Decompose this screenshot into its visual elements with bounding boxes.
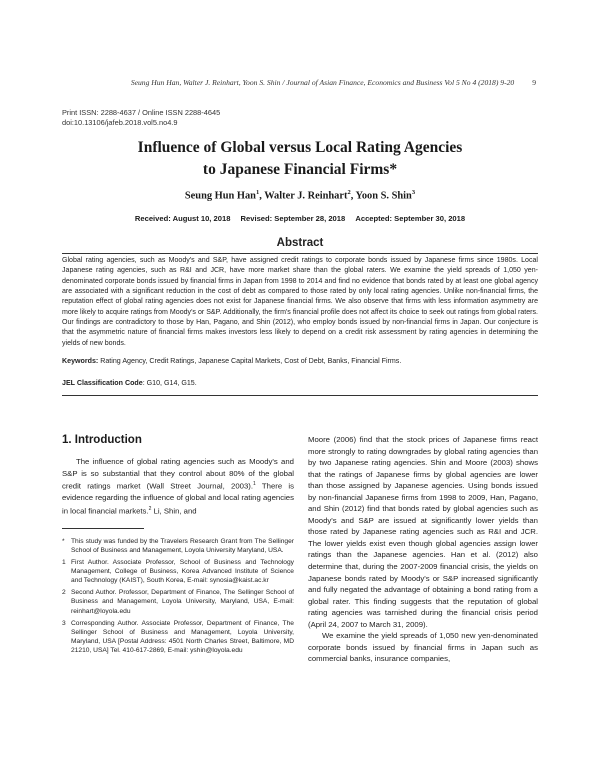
abstract-bottom-rule — [62, 395, 538, 396]
footnote — [62, 558, 294, 585]
title-line-2: to Japanese Financial Firms* — [202, 161, 398, 178]
intro-text-1: The influence of global rating agencies such as Moody's and S&P is so substantial that they control about 80% of the global credit ratings market (Wall Street Journal, 2003). — [62, 457, 294, 491]
footnote-mark: * — [62, 537, 65, 545]
author-affiliation-mark: 3 — [411, 189, 416, 196]
keywords-text: Rating Agency, Credit Ratings, Japanese Capital Markets, Cost of Debt, Banks, Financial Firms. — [98, 357, 402, 365]
abstract-text: Global rating agencies, such as Moody's and S&P, have assigned credit ratings to corporate bonds issued by Japanese firms since 1980s. Local Japanese rating agencies, such as R&I and JCR, have more market share than the global raters. We examine the yield spreads of 1,050 yen-denominated corporate bonds issued by financial firms in Japan from 1998 to 2014 and find no evidence that bonds rated by at least one global agency are associated with a significant reduction in the cost of debt as compared to those rated by only local rating agencies. Unlike non-financial firms, the reputation effect of global rating agencies does not exist for Japanese financial firms. We also observe that firms with less information asymmetry are more likely to acquire ratings from Moody's or S&P. Additionally, the firm's financial profile does not affect its choice to seek out ratings from global raters. Our findings are contradictory to those by Han, Pagano, and Shin (2012), who employ bonds issued by non-financial firms in Japan. Our conjecture is that the asymmetric nature of financial firms makes investors less likely to depend on a credit risk assessment by rating agencies in determining the yields of new bonds. — [62, 257, 538, 347]
issn-line: Print ISSN: 2288-4637 / Online ISSN 2288-4645 — [62, 108, 221, 117]
author-name: Walter J. Reinhart — [264, 190, 348, 202]
footnote-mark: 2 — [62, 589, 66, 597]
author-name: Seung Hun Han — [184, 190, 256, 202]
footnote-mark: 3 — [62, 619, 66, 627]
keywords — [62, 356, 538, 366]
footnote-text: Second Author. Professor, Department of Finance, The Sellinger School of Business and Management, Loyola University, Maryland, USA, E-mail: reinhart@loyola.edu — [71, 589, 294, 615]
body-paragraph: We examine the yield spreads of 1,050 new yen-denominated corporate bonds issued by financial firms in Japan such as commercial banks, insurance companies, — [308, 631, 538, 664]
running-header — [40, 78, 536, 87]
left-column — [62, 434, 294, 658]
revised-date: Revised: September 28, 2018 — [240, 214, 346, 223]
footnote — [62, 537, 294, 555]
doi-line[interactable]: doi:10.13106/jafeb.2018.vol5.no4.9 — [62, 118, 178, 127]
issn-block — [62, 108, 220, 128]
intro-text-2: There is evidence regarding the influence of global and local rating agencies in local financial markets. — [62, 481, 294, 516]
footnote-text: First Author. Associate Professor, School of Business and Technology Management, College of Business, Korea Advanced Institute of Science and Technology (KAIST), South Korea, E-mail: synosia@kaist.ac.kr — [71, 559, 294, 585]
abstract-top-rule — [62, 253, 538, 254]
submission-dates — [40, 214, 560, 223]
footnote — [62, 588, 294, 615]
running-header-text: Seung Hun Han, Walter J. Reinhart, Yoon S. Shin / Journal of Asian Finance, Economics and Business Vol 5 No 4 (2018) 9-20 — [130, 78, 515, 87]
right-column — [308, 434, 538, 665]
jel-codes — [62, 378, 538, 388]
intro-paragraph — [62, 456, 294, 517]
footnote-divider — [62, 528, 144, 529]
page-number: 9 — [532, 78, 536, 87]
footnote-mark: 1 — [62, 559, 66, 567]
paper-title — [40, 137, 560, 181]
footnote-ref[interactable]: 2 — [148, 505, 152, 512]
author-name: Yoon S. Shin — [355, 190, 412, 202]
author-list — [40, 189, 560, 201]
author-affiliation-mark: 2 — [347, 189, 351, 196]
jel-label: JEL Classification Code — [62, 379, 143, 387]
author-affiliation-mark: 1 — [255, 189, 260, 196]
intro-text-3: Li, Shin, and — [151, 506, 197, 516]
accepted-date: Accepted: September 30, 2018 — [355, 214, 466, 223]
body-paragraph: Moore (2006) find that the stock prices of Japanese firms react more strongly to rating downgrades by global rating agencies than by two Japanese rating agencies. Shin and Moore (2003) shows that the ratings of Japanese firms by global agencies are lower than those assigned by Japanese agencies. Using bonds issued by non-financial Japanese firms from 1998 to 2009, Han, Pagano, and Shin (2012) find that bonds rated by global agencies such as Moody's and S&P are issued at significantly lower yields than those rated by Japanese rating agencies such as R&I and JCR. The lower yields exist even though global agencies assign lower ratings than the Japanese agencies. Han et al. (2012) also determine that, during the 2007-2009 financial crisis, the yields on Japanese bonds rated by Moody's or S&P increased significantly and fully negated the advantage of obtaining a bond rating from a global rater. This finding suggests that the reputation of global rating agencies was tarnished during the financial crisis period (April 24, 2007 to March 31, 2009). — [308, 435, 538, 629]
jel-text: : G10, G14, G15. — [142, 379, 197, 387]
footnote-text: Corresponding Author. Associate Professor, Department of Finance, The Sellinger School of Business and Management, Loyola University, Maryland, USA [Postal Address: 4501 North Charles Street, Baltimore, MD 21210, USA] Tel. 410-617-2869, E-mail: yshin@loyola.edu — [71, 619, 294, 654]
title-line-1: Influence of Global versus Local Rating Agencies — [137, 139, 463, 156]
section-heading-introduction: 1. Introduction — [62, 434, 142, 446]
author-separator: , — [350, 190, 356, 202]
footnote-text: This study was funded by the Travelers Research Grant from The Sellinger School of Business and Management, Loyola University Maryland, USA. — [71, 537, 294, 554]
footnote-ref[interactable]: 1 — [253, 481, 256, 488]
footnote — [62, 619, 294, 655]
keywords-label: Keywords: — [62, 357, 99, 365]
author-separator: , — [259, 190, 265, 202]
received-date: Received: August 10, 2018 — [134, 214, 231, 223]
abstract-heading: Abstract — [276, 237, 324, 249]
